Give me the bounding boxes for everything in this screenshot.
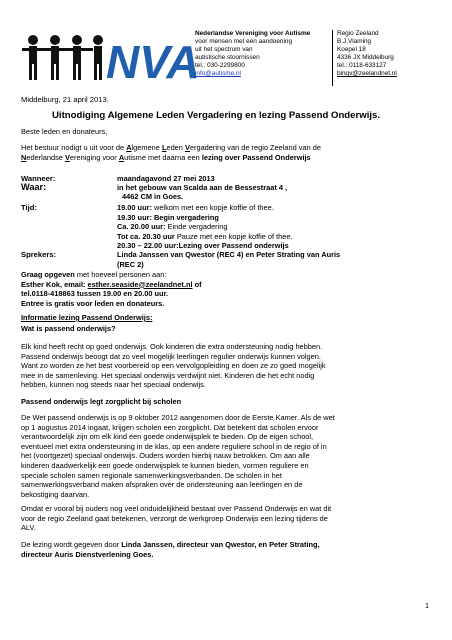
org-address <box>195 30 310 78</box>
intro-paragraph: Het bestuur nodigt u uit voor de Algemene Leden Vergadering van de regio Zeeland van de Nederlandse Vereniging voor Autisme met daarna een lezing over Passend Onderwijs <box>21 143 321 162</box>
sprekers-label: Sprekers: <box>21 250 57 259</box>
tijd-row: 19.30 uur: Begin vergadering <box>117 212 219 222</box>
registration-block: Graag opgeven met hoeveel personen aan: Esther Kok, email: esther.seaside@zeelandnet.nl of tel.0118-418863 tussen 19.00 en 20.00 uur. Entree is gratis voor leden en donateurs. <box>21 270 202 308</box>
nva-logo <box>21 30 200 88</box>
region-line: B.J.Vlaming <box>337 38 372 45</box>
q1-paragraph: Elk kind heeft recht op goed onderwijs. Ook kinderen die extra ondersteuning nodig hebben. Passend onderwijs beoogt dat zo veel mogelijk leerlingen regulier onderwijs kunnen volgen. Want zo worden ze het best voorbereid op een vervolgopleiding en doen ze zo goed mogelijk mee in de samenleving. Het speciaal onderwijs verdwijnt niet. Kinderen die het echt nodig hebben, kunnen nog steeds naar het speciaal onderwijs. <box>21 342 326 390</box>
region-line: Regio Zeeland <box>337 30 379 37</box>
alv-paragraph: Omdat er vooral bij ouders nog veel onduidelijkheid bestaat over Passend Onderwijs en wat dit voor de regio Zeeland gaat betekenen, verzorgt de werkgroep Onderwijs een lezing tijdens de ALV. <box>21 504 332 533</box>
waar-label: Waar: <box>21 182 47 192</box>
org-line: uit het spectrum van <box>195 46 253 53</box>
region-line: tel.: 0118-633127 <box>337 62 387 69</box>
region-line: 4336 JX Middelburg <box>337 54 394 61</box>
q1-heading: Wat is passend onderwijs? <box>21 324 116 333</box>
sprekers-line1: Linda Janssen van Qwestor (REC 4) en Peter Strating van Auris <box>117 250 341 259</box>
wanneer-label: Wanneer: <box>21 174 56 183</box>
region-line: Koepel 18 <box>337 46 366 53</box>
tijd-label: Tijd: <box>21 203 37 212</box>
org-line: autistische stoornissen <box>195 54 260 61</box>
tijd-row: 19.00 uur: welkom met een kopje koffie of thee. <box>117 203 274 212</box>
org-line: tel.: 030-2299800 <box>195 62 245 69</box>
wanneer-value: maandagavond 27 mei 2013 <box>117 174 215 183</box>
waar-line1: in het gebouw van Scalda aan de Bessestraat 4 , <box>117 183 288 192</box>
region-email-link[interactable]: binqv@zeelandnet.nl <box>337 70 397 77</box>
page-number: 1 <box>425 601 429 610</box>
greeting: Beste leden en donateurs, <box>21 127 108 136</box>
tijd-row: Tot ca. 20.30 uur Pauze met een kopje koffie of thee. <box>117 231 293 241</box>
tijd-row: 20.30 – 22.00 uur:Lezing over Passend onderwijs <box>117 241 289 250</box>
info-heading: Informatie lezing Passend Onderwijs: <box>21 313 153 322</box>
org-email-link[interactable]: info@autisme.nl <box>195 70 241 77</box>
q2-paragraph: De Wet passend onderwijs is op 9 oktober 2012 aangenomen door de Eerste Kamer. Als de wet op 1 augustus 2014 ingaat, krijgen scholen een zorgplicht. Dat betekent dat scholen ervoor verantwoordelijk zijn om elk kind een goede onderwijsplek te bieden. Op de eigen school, eventueel met extra ondersteuning in de klas, op een andere reguliere school in de regio of in het (voortgezet) speciaal onderwijs. Ouders worden hierbij nauw betrokken. Om aan alle kinderen daadwerkelijk een goede onderwijsplek te kunnen bieden, vormen reguliere en speciale scholen samen regionale samenwerkingsverbanden. De scholen in het samenwerkingsverband maken afspraken over de ondersteuning aan leerlingen en de bekostiging daarvan. <box>21 413 335 499</box>
region-address <box>337 30 397 78</box>
letter-title: Uitnodiging Algemene Leden Vergadering en lezing Passend Onderwijs. <box>52 110 381 121</box>
people-figures-icon <box>21 30 200 88</box>
org-name: Nederlandse Vereniging voor Autisme <box>195 30 311 37</box>
registration-email-link[interactable]: esther.seaside@zeelandnet.nl <box>87 279 193 289</box>
logo-text: NVA <box>106 36 200 88</box>
header-divider <box>332 30 333 86</box>
speakers-paragraph: De lezing wordt gegeven door Linda Janssen, directeur van Qwestor, en Peter Strating, directeur Auris Dienstverlening Goes. <box>21 540 320 559</box>
letter-date: Middelburg, 21 april 2013. <box>21 95 109 104</box>
org-line: voor mensen met een aandoening <box>195 38 292 45</box>
q2-heading: Passend onderwijs legt zorgplicht bij scholen <box>21 397 182 406</box>
sprekers-line2: (REC 2) <box>117 259 144 269</box>
waar-line2: 4462 CM in Goes. <box>122 192 184 201</box>
tijd-row: Ca. 20.00 uur: Einde vergadering <box>117 222 228 231</box>
